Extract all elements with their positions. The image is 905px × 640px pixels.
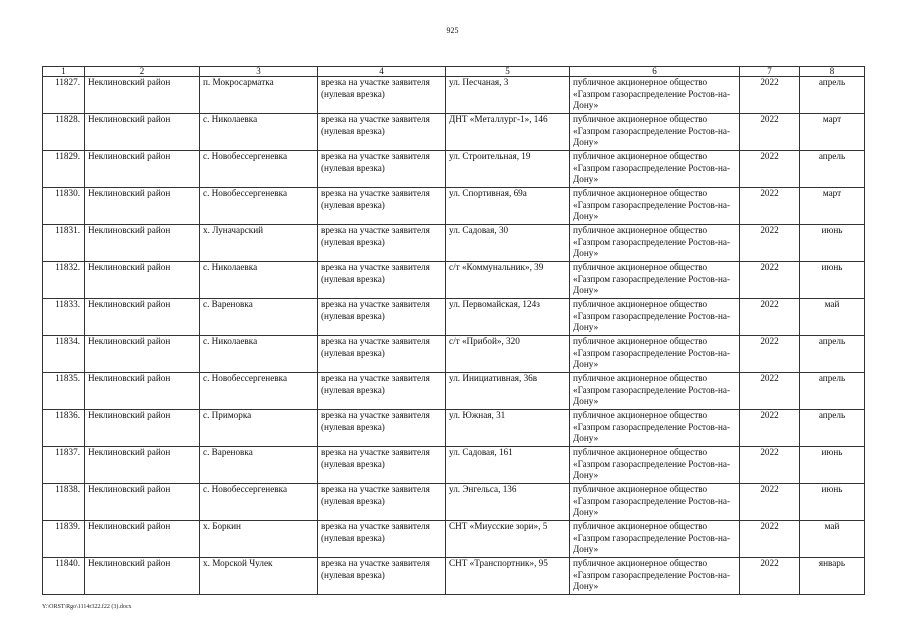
column-header: 2 (85, 67, 200, 77)
settlement-cell: с. Николаевка (200, 114, 318, 151)
organization-cell: публичное акционерное общество «Газпром газораспределение Ростов-на-Дону» (570, 262, 740, 299)
settlement-cell: х. Морской Чулек (200, 558, 318, 595)
table-row (43, 373, 865, 410)
connection-type-cell: врезка на участке заявителя (нулевая врезка) (318, 188, 446, 225)
settlement-cell: п. Мокросарматка (200, 77, 318, 114)
table-row (43, 225, 865, 262)
month-cell: июнь (800, 225, 865, 262)
row-number-cell: 11830. (43, 188, 85, 225)
address-cell: с/т «Коммунальник», 39 (446, 262, 570, 299)
month-cell: апрель (800, 151, 865, 188)
month-cell: март (800, 188, 865, 225)
table-row (43, 299, 865, 336)
month-cell: май (800, 521, 865, 558)
organization-cell: публичное акционерное общество «Газпром газораспределение Ростов-на-Дону» (570, 151, 740, 188)
address-cell: ДНТ «Металлург-1», 146 (446, 114, 570, 151)
connection-type-cell: врезка на участке заявителя (нулевая врезка) (318, 336, 446, 373)
district-cell: Неклиновский район (85, 484, 200, 521)
address-cell: с/т «Прибой», 320 (446, 336, 570, 373)
district-cell: Неклиновский район (85, 151, 200, 188)
district-cell: Неклиновский район (85, 188, 200, 225)
month-cell: январь (800, 558, 865, 595)
row-number-cell: 11836. (43, 410, 85, 447)
settlement-cell: х. Боркин (200, 521, 318, 558)
gasification-table (42, 66, 865, 595)
year-cell: 2022 (740, 558, 800, 595)
column-header: 5 (446, 67, 570, 77)
settlement-cell: с. Новобессергеневка (200, 188, 318, 225)
settlement-cell: с. Новобессергеневка (200, 151, 318, 188)
month-cell: март (800, 114, 865, 151)
connection-type-cell: врезка на участке заявителя (нулевая врезка) (318, 151, 446, 188)
district-cell: Неклиновский район (85, 373, 200, 410)
connection-type-cell: врезка на участке заявителя (нулевая врезка) (318, 447, 446, 484)
table-row (43, 188, 865, 225)
row-number-cell: 11829. (43, 151, 85, 188)
settlement-cell: с. Новобессергеневка (200, 484, 318, 521)
district-cell: Неклиновский район (85, 336, 200, 373)
organization-cell: публичное акционерное общество «Газпром газораспределение Ростов-на-Дону» (570, 188, 740, 225)
row-number-cell: 11839. (43, 521, 85, 558)
connection-type-cell: врезка на участке заявителя (нулевая врезка) (318, 262, 446, 299)
year-cell: 2022 (740, 114, 800, 151)
row-number-cell: 11832. (43, 262, 85, 299)
year-cell: 2022 (740, 484, 800, 521)
table-row (43, 521, 865, 558)
row-number-cell: 11835. (43, 373, 85, 410)
district-cell: Неклиновский район (85, 262, 200, 299)
year-cell: 2022 (740, 188, 800, 225)
settlement-cell: с. Приморка (200, 410, 318, 447)
year-cell: 2022 (740, 447, 800, 484)
organization-cell: публичное акционерное общество «Газпром газораспределение Ростов-на-Дону» (570, 558, 740, 595)
year-cell: 2022 (740, 262, 800, 299)
table-row (43, 447, 865, 484)
organization-cell: публичное акционерное общество «Газпром газораспределение Ростов-на-Дону» (570, 225, 740, 262)
file-path-footer: Y:\ORST\Rgo\1114r322.f22 (3).docx (42, 604, 132, 610)
month-cell: июнь (800, 262, 865, 299)
address-cell: ул. Песчаная, 3 (446, 77, 570, 114)
table-row (43, 410, 865, 447)
settlement-cell: с. Вареновка (200, 447, 318, 484)
address-cell: ул. Строительная, 19 (446, 151, 570, 188)
header-row (43, 67, 865, 77)
year-cell: 2022 (740, 77, 800, 114)
address-cell: ул. Первомайская, 124з (446, 299, 570, 336)
connection-type-cell: врезка на участке заявителя (нулевая врезка) (318, 114, 446, 151)
organization-cell: публичное акционерное общество «Газпром газораспределение Ростов-на-Дону» (570, 77, 740, 114)
address-cell: СНТ «Миусские зори», 5 (446, 521, 570, 558)
district-cell: Неклиновский район (85, 225, 200, 262)
year-cell: 2022 (740, 151, 800, 188)
row-number-cell: 11838. (43, 484, 85, 521)
table-row (43, 151, 865, 188)
organization-cell: публичное акционерное общество «Газпром газораспределение Ростов-на-Дону» (570, 521, 740, 558)
address-cell: ул. Южная, 31 (446, 410, 570, 447)
district-cell: Неклиновский район (85, 114, 200, 151)
row-number-cell: 11833. (43, 299, 85, 336)
connection-type-cell: врезка на участке заявителя (нулевая врезка) (318, 558, 446, 595)
table-row (43, 77, 865, 114)
year-cell: 2022 (740, 410, 800, 447)
address-cell: ул. Инициативная, 36в (446, 373, 570, 410)
column-header: 3 (200, 67, 318, 77)
table-row (43, 114, 865, 151)
organization-cell: публичное акционерное общество «Газпром газораспределение Ростов-на-Дону» (570, 114, 740, 151)
column-header: 6 (570, 67, 740, 77)
organization-cell: публичное акционерное общество «Газпром газораспределение Ростов-на-Дону» (570, 410, 740, 447)
column-header: 1 (43, 67, 85, 77)
month-cell: июнь (800, 484, 865, 521)
organization-cell: публичное акционерное общество «Газпром газораспределение Ростов-на-Дону» (570, 447, 740, 484)
address-cell: ул. Энгельса, 136 (446, 484, 570, 521)
table-body (43, 77, 865, 595)
settlement-cell: х. Луначарский (200, 225, 318, 262)
page-number: 925 (446, 26, 459, 35)
settlement-cell: с. Николаевка (200, 262, 318, 299)
year-cell: 2022 (740, 521, 800, 558)
table-row (43, 558, 865, 595)
connection-type-cell: врезка на участке заявителя (нулевая врезка) (318, 484, 446, 521)
month-cell: апрель (800, 410, 865, 447)
organization-cell: публичное акционерное общество «Газпром газораспределение Ростов-на-Дону» (570, 373, 740, 410)
year-cell: 2022 (740, 336, 800, 373)
column-header: 4 (318, 67, 446, 77)
month-cell: июнь (800, 447, 865, 484)
year-cell: 2022 (740, 373, 800, 410)
district-cell: Неклиновский район (85, 410, 200, 447)
connection-type-cell: врезка на участке заявителя (нулевая врезка) (318, 410, 446, 447)
month-cell: апрель (800, 373, 865, 410)
connection-type-cell: врезка на участке заявителя (нулевая врезка) (318, 299, 446, 336)
address-cell: ул. Садовая, 161 (446, 447, 570, 484)
connection-type-cell: врезка на участке заявителя (нулевая врезка) (318, 373, 446, 410)
connection-type-cell: врезка на участке заявителя (нулевая врезка) (318, 77, 446, 114)
district-cell: Неклиновский район (85, 299, 200, 336)
connection-type-cell: врезка на участке заявителя (нулевая врезка) (318, 521, 446, 558)
address-cell: ул. Садовая, 30 (446, 225, 570, 262)
address-cell: ул. Спортивная, 69а (446, 188, 570, 225)
column-header: 8 (800, 67, 865, 77)
month-cell: май (800, 299, 865, 336)
district-cell: Неклиновский район (85, 521, 200, 558)
row-number-cell: 11831. (43, 225, 85, 262)
settlement-cell: с. Николаевка (200, 336, 318, 373)
settlement-cell: с. Вареновка (200, 299, 318, 336)
organization-cell: публичное акционерное общество «Газпром газораспределение Ростов-на-Дону» (570, 299, 740, 336)
district-cell: Неклиновский район (85, 77, 200, 114)
connection-type-cell: врезка на участке заявителя (нулевая врезка) (318, 225, 446, 262)
year-cell: 2022 (740, 299, 800, 336)
row-number-cell: 11837. (43, 447, 85, 484)
row-number-cell: 11828. (43, 114, 85, 151)
column-header: 7 (740, 67, 800, 77)
row-number-cell: 11840. (43, 558, 85, 595)
address-cell: СНТ «Транспортник», 95 (446, 558, 570, 595)
month-cell: апрель (800, 77, 865, 114)
settlement-cell: с. Новобессергеневка (200, 373, 318, 410)
table-row (43, 262, 865, 299)
organization-cell: публичное акционерное общество «Газпром газораспределение Ростов-на-Дону» (570, 336, 740, 373)
organization-cell: публичное акционерное общество «Газпром газораспределение Ростов-на-Дону» (570, 484, 740, 521)
district-cell: Неклиновский район (85, 558, 200, 595)
month-cell: апрель (800, 336, 865, 373)
row-number-cell: 11834. (43, 336, 85, 373)
row-number-cell: 11827. (43, 77, 85, 114)
table-row (43, 336, 865, 373)
year-cell: 2022 (740, 225, 800, 262)
table-row (43, 484, 865, 521)
district-cell: Неклиновский район (85, 447, 200, 484)
